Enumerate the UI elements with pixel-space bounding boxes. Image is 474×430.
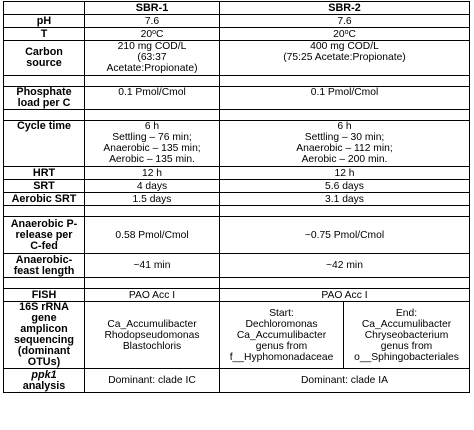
p-release-sbr2: ~0.75 Pmol/Cmol bbox=[220, 217, 470, 254]
row-16s-sequencing bbox=[4, 302, 470, 369]
label-feast-length bbox=[4, 254, 85, 278]
label-ppk1-analysis bbox=[4, 369, 85, 393]
row-srt bbox=[4, 180, 470, 193]
text-line: Ca_Accumulibacter bbox=[361, 318, 452, 330]
text-line: Blastochloris bbox=[122, 340, 182, 352]
header-sbr1: SBR-1 bbox=[85, 2, 220, 15]
parameters-table bbox=[3, 1, 470, 393]
text-line: Ca_Accumulibacter bbox=[107, 318, 197, 330]
text-line: Phosphate bbox=[16, 86, 72, 98]
text-line: OTUs) bbox=[27, 356, 61, 368]
row-phosphate-load bbox=[4, 87, 470, 110]
ppk1-sbr2: Dominant: clade IA bbox=[220, 369, 470, 393]
text-line: feast length bbox=[13, 264, 75, 277]
aerobic-srt-sbr2: 3.1 days bbox=[220, 193, 470, 206]
temperature-sbr1 bbox=[85, 28, 220, 41]
header-sbr2: SBR-2 bbox=[220, 2, 470, 15]
text-line: Ca_Accumulibacter bbox=[236, 329, 327, 341]
label-phosphate-load bbox=[4, 87, 85, 110]
label-cycle-time: Cycle time bbox=[4, 121, 85, 167]
spacer-row bbox=[4, 76, 470, 87]
ph-sbr1: 7.6 bbox=[85, 15, 220, 28]
header-row bbox=[4, 2, 470, 15]
temperature-sbr1-degree: o bbox=[152, 28, 156, 36]
text-line: Anaerobic – 135 min; bbox=[103, 143, 201, 154]
text-line: (75:25 Acetate:Propionate) bbox=[283, 52, 406, 63]
text-line: Chryseobacterium bbox=[364, 329, 449, 341]
row-temperature bbox=[4, 28, 470, 41]
ph-sbr2: 7.6 bbox=[220, 15, 470, 28]
spacer-row bbox=[4, 206, 470, 217]
text-line: sequencing bbox=[14, 334, 74, 346]
text-line: gene bbox=[31, 312, 57, 324]
label-ph: pH bbox=[4, 15, 85, 28]
aerobic-srt-sbr1: 1.5 days bbox=[85, 193, 220, 206]
temperature-sbr1-unit: C bbox=[155, 28, 164, 40]
cycle-sbr2 bbox=[220, 121, 470, 167]
spacer-row bbox=[4, 278, 470, 289]
header-corner-cell bbox=[4, 2, 85, 15]
label-aerobic-srt: Aerobic SRT bbox=[4, 193, 85, 206]
text-line: 400 mg COD/L bbox=[310, 41, 379, 52]
text-line: Aerobic – 135 min. bbox=[109, 154, 195, 165]
text-line: Acetate:Propionate) bbox=[106, 63, 198, 74]
hrt-sbr2: 12 h bbox=[220, 167, 470, 180]
text-line: Anaerobic P- bbox=[10, 217, 78, 230]
text-line: 16S rRNA bbox=[19, 301, 69, 313]
text-line: 6 h bbox=[337, 121, 352, 132]
temperature-sbr2-unit: C bbox=[348, 28, 356, 40]
otus-sbr2-end bbox=[344, 302, 470, 369]
spacer-row bbox=[4, 110, 470, 121]
label-fish: FISH bbox=[4, 289, 85, 302]
feast-sbr2: ~42 min bbox=[220, 254, 470, 278]
fish-sbr2: PAO Acc I bbox=[220, 289, 470, 302]
text-line: o__Sphingobacteriales bbox=[354, 351, 459, 363]
label-p-release bbox=[4, 217, 85, 254]
text-line: (63:37 bbox=[137, 52, 167, 63]
ppk1-sbr1: Dominant: clade IC bbox=[85, 369, 220, 393]
label-16s-sequencing bbox=[4, 302, 85, 369]
text-line: f__Hyphomonadaceae bbox=[229, 351, 334, 363]
text-line: C-fed bbox=[30, 239, 58, 252]
row-p-release bbox=[4, 217, 470, 254]
row-cycle-time bbox=[4, 121, 470, 167]
otus-sbr2-start bbox=[220, 302, 344, 369]
carbon-sbr2 bbox=[220, 41, 470, 76]
text-line: Start: bbox=[269, 307, 294, 319]
text-line: genus from bbox=[380, 340, 433, 352]
phosphate-sbr2: 0.1 Pmol/Cmol bbox=[220, 87, 470, 110]
text-line: Anaerobic- bbox=[15, 253, 73, 266]
hrt-sbr1: 12 h bbox=[85, 167, 220, 180]
otus-sbr1 bbox=[85, 302, 220, 369]
text-line: Rhodopseudomonas bbox=[104, 329, 200, 341]
text-line: 210 mg COD/L bbox=[117, 41, 187, 52]
label-hrt: HRT bbox=[4, 167, 85, 180]
carbon-sbr1 bbox=[85, 41, 220, 76]
temperature-sbr1-value: 20 bbox=[140, 28, 153, 40]
text-line: genus from bbox=[255, 340, 308, 352]
row-hrt bbox=[4, 167, 470, 180]
row-ph bbox=[4, 15, 470, 28]
temperature-sbr2 bbox=[220, 28, 470, 41]
text-line: Anaerobic – 112 min; bbox=[296, 143, 393, 154]
text-line: Settling – 30 min; bbox=[304, 132, 385, 143]
text-line: release per bbox=[15, 228, 73, 241]
text-line: (dominant bbox=[17, 345, 71, 357]
srt-sbr2: 5.6 days bbox=[220, 180, 470, 193]
temperature-sbr2-value: 20 bbox=[333, 28, 345, 40]
row-aerobic-srt bbox=[4, 193, 470, 206]
text-line: amplicon bbox=[20, 323, 68, 335]
text-line: 6 h bbox=[144, 121, 160, 132]
text-line: Dechloromonas bbox=[245, 318, 318, 330]
phosphate-sbr1: 0.1 Pmol/Cmol bbox=[85, 87, 220, 110]
feast-sbr1: ~41 min bbox=[85, 254, 220, 278]
p-release-sbr1: 0.58 Pmol/Cmol bbox=[85, 217, 220, 254]
row-ppk1-analysis bbox=[4, 369, 470, 393]
label-temperature: T bbox=[4, 28, 85, 41]
temperature-sbr2-degree: o bbox=[344, 28, 349, 36]
label-srt: SRT bbox=[4, 180, 85, 193]
text-line: Settling – 76 min; bbox=[112, 132, 192, 143]
text-line: Aerobic – 200 min. bbox=[301, 154, 388, 165]
text-line: load per C bbox=[17, 97, 71, 109]
cycle-sbr1 bbox=[85, 121, 220, 167]
text-line: End: bbox=[395, 307, 418, 319]
label-carbon-source: Carbon source bbox=[4, 41, 85, 76]
row-fish bbox=[4, 289, 470, 302]
text-line: analysis bbox=[22, 379, 66, 392]
text-line: ppk1 bbox=[31, 368, 57, 381]
fish-sbr1: PAO Acc I bbox=[85, 289, 220, 302]
row-feast-length bbox=[4, 254, 470, 278]
row-carbon-source bbox=[4, 41, 470, 76]
srt-sbr1: 4 days bbox=[85, 180, 220, 193]
